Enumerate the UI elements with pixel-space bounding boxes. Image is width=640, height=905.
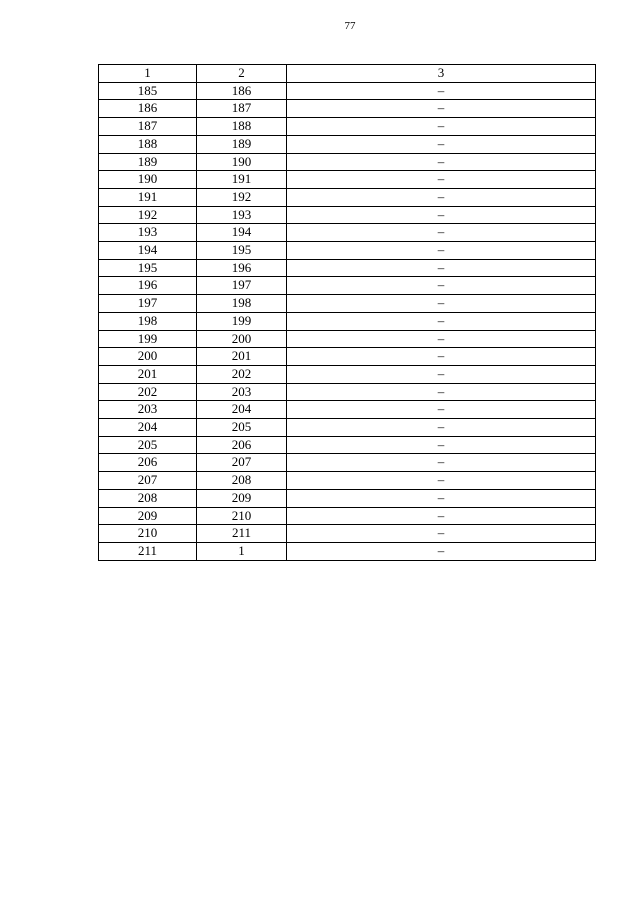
table-row <box>99 224 596 242</box>
table-cell: 202 <box>197 365 287 383</box>
table-cell: 194 <box>99 242 197 260</box>
table-cell: – <box>287 472 596 490</box>
table-cell: 189 <box>99 153 197 171</box>
table-cell: – <box>287 277 596 295</box>
table-row <box>99 100 596 118</box>
table-cell: 197 <box>99 295 197 313</box>
table-row <box>99 171 596 189</box>
table-cell: 202 <box>99 383 197 401</box>
table-row <box>99 401 596 419</box>
page-number: 77 <box>344 20 356 32</box>
table-row <box>99 525 596 543</box>
table-row <box>99 259 596 277</box>
table-cell: 199 <box>99 330 197 348</box>
table-cell: 204 <box>99 419 197 437</box>
table-cell: 187 <box>99 118 197 136</box>
table-cell: – <box>287 419 596 437</box>
table-cell: – <box>287 348 596 366</box>
table-row <box>99 507 596 525</box>
data-table <box>98 64 596 561</box>
table-row <box>99 383 596 401</box>
table-row <box>99 542 596 560</box>
table-cell: 211 <box>197 525 287 543</box>
table-cell: 199 <box>197 312 287 330</box>
table-cell: 185 <box>99 82 197 100</box>
column-header: 2 <box>197 65 287 83</box>
table-row <box>99 82 596 100</box>
table-cell: 200 <box>99 348 197 366</box>
table-cell: 210 <box>99 525 197 543</box>
table-cell: 187 <box>197 100 287 118</box>
table-row <box>99 436 596 454</box>
table-cell: 208 <box>99 489 197 507</box>
table-cell: – <box>287 365 596 383</box>
table-cell: 200 <box>197 330 287 348</box>
table-cell: 206 <box>197 436 287 454</box>
table-cell: 186 <box>197 82 287 100</box>
column-header: 1 <box>99 65 197 83</box>
table-cell: 192 <box>99 206 197 224</box>
table-cell: – <box>287 401 596 419</box>
table-cell: – <box>287 118 596 136</box>
table-cell: 188 <box>197 118 287 136</box>
table-cell: – <box>287 542 596 560</box>
table-cell: – <box>287 206 596 224</box>
table-cell: 203 <box>99 401 197 419</box>
table-cell: – <box>287 312 596 330</box>
table-row <box>99 365 596 383</box>
table-cell: 204 <box>197 401 287 419</box>
table-row <box>99 419 596 437</box>
table-cell: – <box>287 507 596 525</box>
table-cell: – <box>287 525 596 543</box>
table-cell: – <box>287 295 596 313</box>
table-cell: 188 <box>99 135 197 153</box>
table-cell: 208 <box>197 472 287 490</box>
table-row <box>99 295 596 313</box>
table-row <box>99 188 596 206</box>
table-cell: 192 <box>197 188 287 206</box>
table-row <box>99 153 596 171</box>
table-cell: 189 <box>197 135 287 153</box>
table-cell: 195 <box>197 242 287 260</box>
table-cell: 206 <box>99 454 197 472</box>
table-cell: – <box>287 135 596 153</box>
table-cell: 207 <box>197 454 287 472</box>
table-cell: – <box>287 82 596 100</box>
table-cell: – <box>287 171 596 189</box>
table-cell: 205 <box>197 419 287 437</box>
table-row <box>99 135 596 153</box>
table-cell: 191 <box>99 188 197 206</box>
table-row <box>99 242 596 260</box>
table-cell: 194 <box>197 224 287 242</box>
table-row <box>99 118 596 136</box>
table-cell: 207 <box>99 472 197 490</box>
table-row <box>99 330 596 348</box>
table-row <box>99 277 596 295</box>
table-cell: 1 <box>197 542 287 560</box>
table-cell: – <box>287 259 596 277</box>
table-cell: 196 <box>99 277 197 295</box>
table-cell: 186 <box>99 100 197 118</box>
table-cell: 196 <box>197 259 287 277</box>
table-cell: 203 <box>197 383 287 401</box>
column-header: 3 <box>287 65 596 83</box>
table-body <box>99 82 596 560</box>
table-row <box>99 489 596 507</box>
table-row <box>99 472 596 490</box>
table-row <box>99 206 596 224</box>
table-cell: 190 <box>99 171 197 189</box>
table-cell: 195 <box>99 259 197 277</box>
table-cell: 201 <box>197 348 287 366</box>
table-cell: – <box>287 242 596 260</box>
table-row <box>99 348 596 366</box>
table-cell: 198 <box>197 295 287 313</box>
table-cell: 211 <box>99 542 197 560</box>
table-row <box>99 312 596 330</box>
table-cell: – <box>287 153 596 171</box>
table-cell: 191 <box>197 171 287 189</box>
table-cell: – <box>287 100 596 118</box>
table-cell: 198 <box>99 312 197 330</box>
table-row <box>99 454 596 472</box>
table-cell: – <box>287 454 596 472</box>
table-cell: – <box>287 489 596 507</box>
table-cell: 205 <box>99 436 197 454</box>
table-cell: 190 <box>197 153 287 171</box>
table-cell: – <box>287 383 596 401</box>
table-cell: 193 <box>197 206 287 224</box>
table-cell: 209 <box>197 489 287 507</box>
table-cell: – <box>287 224 596 242</box>
table-cell: 209 <box>99 507 197 525</box>
table-cell: 197 <box>197 277 287 295</box>
table-cell: 201 <box>99 365 197 383</box>
table-cell: 210 <box>197 507 287 525</box>
table-cell: 193 <box>99 224 197 242</box>
table-cell: – <box>287 436 596 454</box>
table-cell: – <box>287 188 596 206</box>
table-header-row <box>99 65 596 83</box>
table-cell: – <box>287 330 596 348</box>
